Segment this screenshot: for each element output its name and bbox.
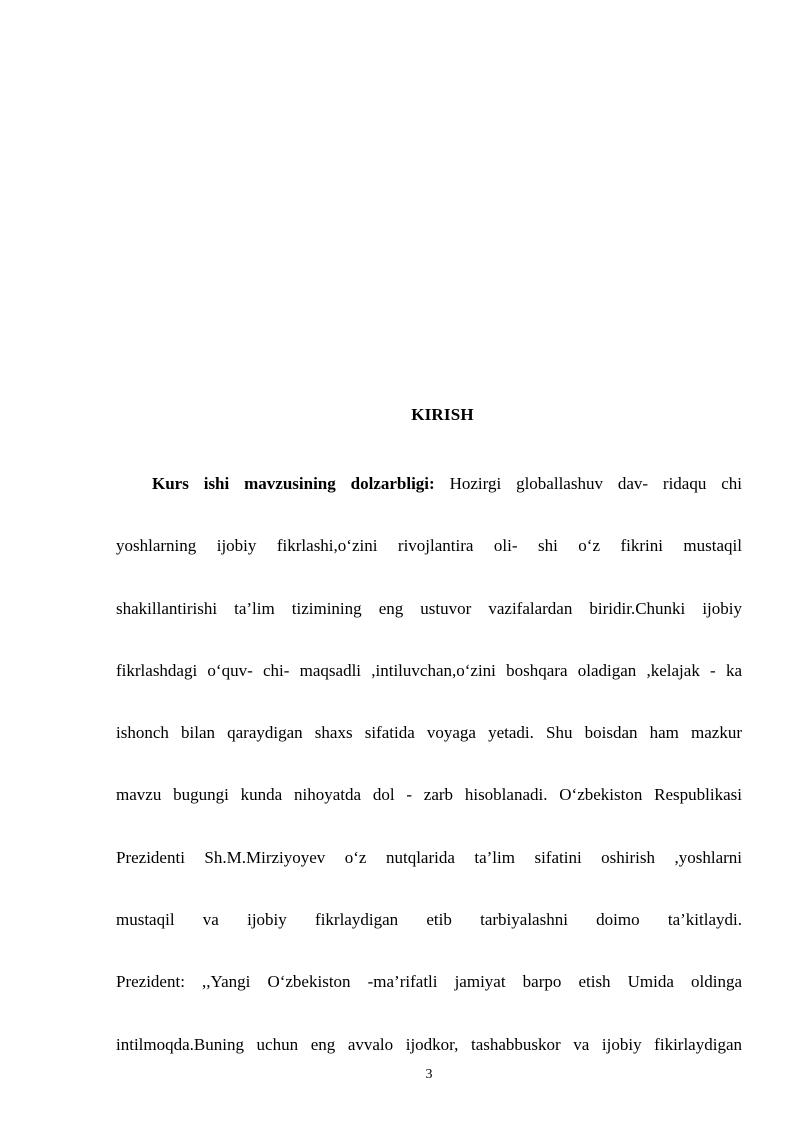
page-number: 3 — [425, 1067, 433, 1082]
paragraph-lead: Kurs ishi mavzusining dolzarbligi: — [152, 474, 435, 493]
body-paragraph — [116, 453, 742, 1076]
paragraph-line-7: Prezidenti Sh.M.Mirziyoyev o‘z nutqlarida ta’lim sifatini oshirish ,yoshlarni — [116, 847, 742, 867]
paragraph-line-10: intilmoqda.Buning uchun eng avvalo ijodkor, tashabbuskor va ijobiy fikirlaydigan — [116, 1034, 742, 1054]
paragraph-line-8: mustaqil va ijobiy fikrlaydigan etib tarbiyalashni doimo ta’kitlaydi. — [116, 910, 742, 930]
paragraph-line-4: fikrlashdagi o‘quv- chi- maqsadli ,intiluvchan,o‘zini boshqara oladigan ,kelajak - ka — [116, 660, 742, 680]
paragraph-line-2: yoshlarning ijobiy fikrlashi,o‘zini rivojlantira oli- shi o‘z fikrini mustaqil — [116, 536, 742, 556]
paragraph-line-9: Prezident: ,,Yangi O‘zbekiston -ma’rifatli jamiyat barpo etish Umida oldinga — [116, 972, 742, 992]
paragraph-line-5: ishonch bilan qaraydigan shaxs sifatida voyaga yetadi. Shu boisdan ham mazkur — [116, 723, 742, 743]
paragraph-line-1 — [116, 453, 742, 515]
paragraph-line-1-text: Hozirgi globallashuv dav- ridaqu chi — [449, 474, 743, 493]
paragraph-line-6: mavzu bugungi kunda nihoyatda dol - zarb hisoblanadi. O‘zbekiston Respublikasi — [116, 785, 742, 805]
section-heading: KIRISH — [411, 405, 474, 424]
paragraph-line-3: shakillantirishi ta’lim tizimining eng ustuvor vazifalardan biridir.Chunki ijobiy — [116, 598, 742, 618]
